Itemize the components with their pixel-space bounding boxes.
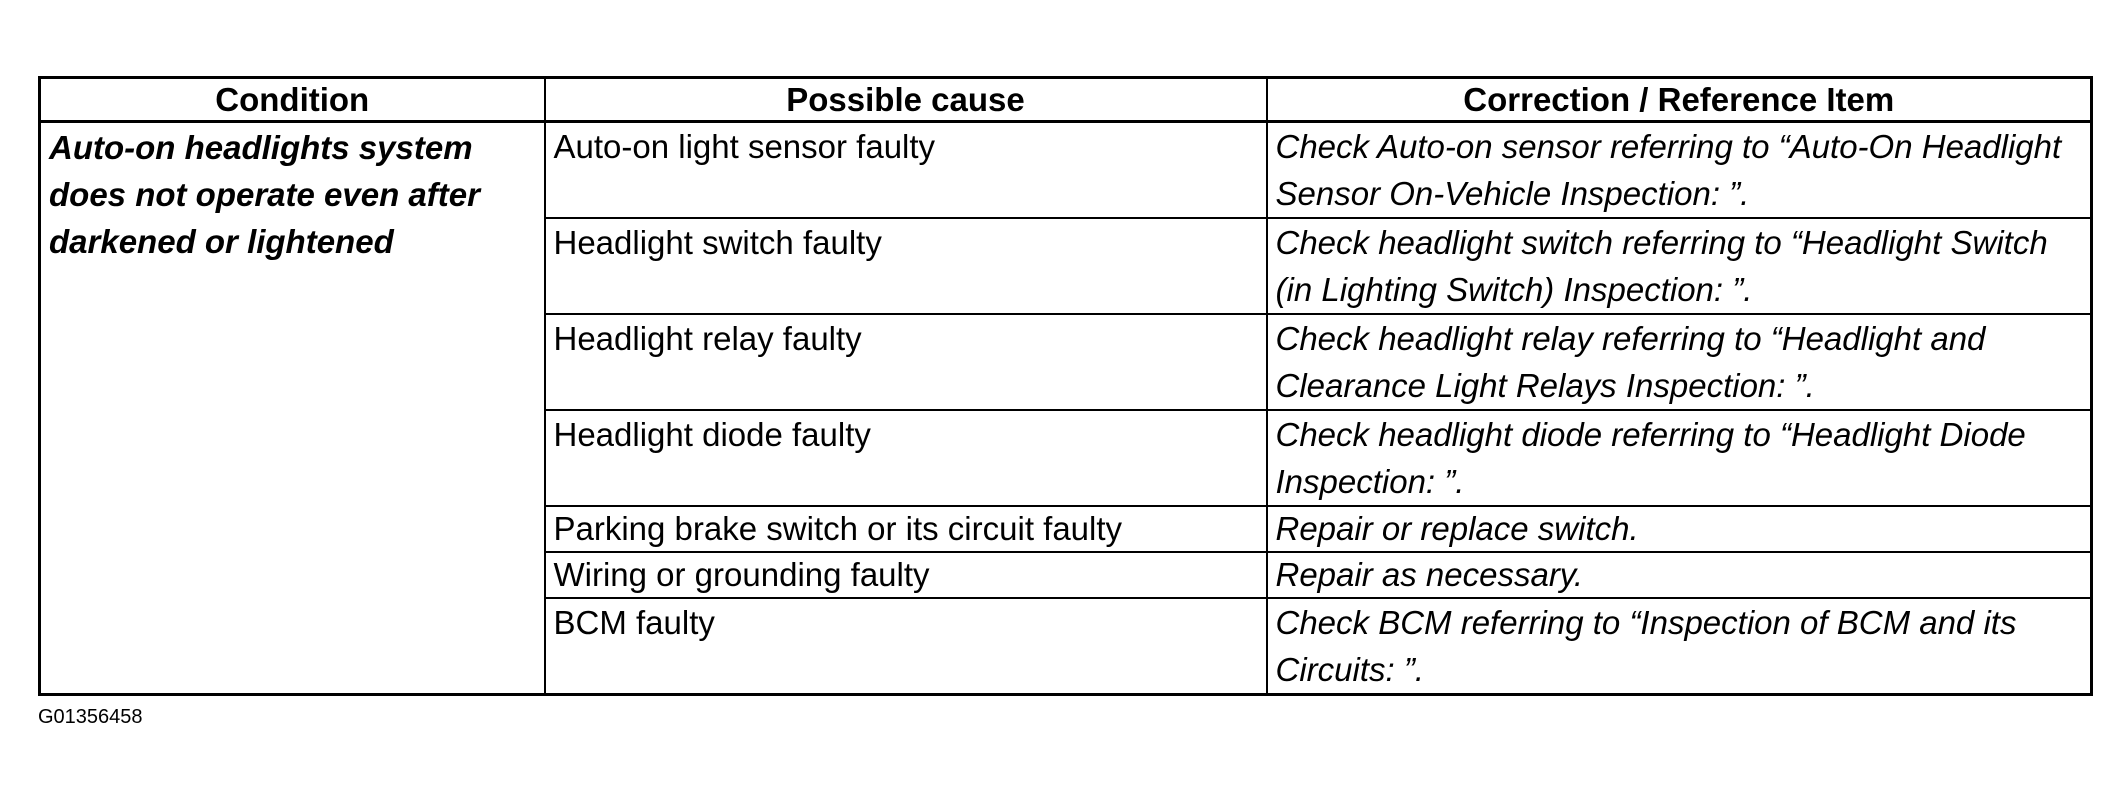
- correction-cell: Check BCM referring to “Inspection of BCM and its Circuits: ”.: [1267, 598, 2092, 695]
- correction-cell: Check headlight diode referring to “Headlight Diode Inspection: ”.: [1267, 410, 2092, 506]
- cause-cell: Auto-on light sensor faulty: [545, 122, 1267, 219]
- cause-cell: BCM faulty: [545, 598, 1267, 695]
- cause-cell: Parking brake switch or its circuit faulty: [545, 506, 1267, 552]
- correction-cell: Check Auto-on sensor referring to “Auto-On Headlight Sensor On-Vehicle Inspection: ”.: [1267, 122, 2092, 219]
- figure-id-label: G01356458: [38, 706, 143, 728]
- correction-cell: Check headlight relay referring to “Headlight and Clearance Light Relays Inspection: ”.: [1267, 314, 2092, 410]
- table-header-row: [40, 78, 2092, 122]
- header-condition: Condition: [40, 78, 545, 122]
- cause-cell: Wiring or grounding faulty: [545, 552, 1267, 598]
- header-correction: Correction / Reference Item: [1267, 78, 2092, 122]
- cause-cell: Headlight diode faulty: [545, 410, 1267, 506]
- header-possible-cause: Possible cause: [545, 78, 1267, 122]
- correction-cell: Check headlight switch referring to “Headlight Switch (in Lighting Switch) Inspection: ”.: [1267, 218, 2092, 314]
- correction-cell: Repair as necessary.: [1267, 552, 2092, 598]
- cause-cell: Headlight relay faulty: [545, 314, 1267, 410]
- troubleshooting-table: [38, 76, 2093, 696]
- table-row: [40, 122, 2092, 219]
- cause-cell: Headlight switch faulty: [545, 218, 1267, 314]
- condition-cell: Auto-on headlights system does not operate even after darkened or lightened: [40, 122, 545, 695]
- correction-cell: Repair or replace switch.: [1267, 506, 2092, 552]
